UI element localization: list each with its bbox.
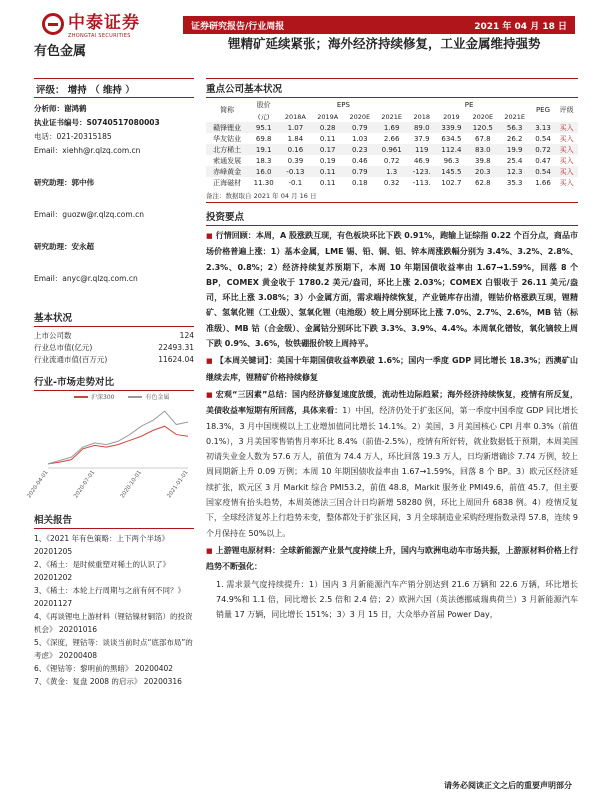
para-market-review: ■ 行情回顾：本周，A 股涨跌互现，有色板块环比下跌 0.91%，跑输上证综指 0.22 个百分点，商品市场价格普遍上涨：1）基本金属，LME 锡、铅、铜、铝、锌本周涨跌幅分别为 3.4%、3.2%、2.8%、2.3%、0.8%；2）经济持续复苏预期下，本周 10 年期国债收益率由 1.67→1.59%，回落 8 个 BP，COMEX 黄金收于 1780.2 美元/盎司，环比上涨 2.03%；COMEX 白银收于 26.11 美元/盎司，环比上涨 3.08%；3）小金属方面，需求端持续恢复，产业链库存出清，锂钴价格涨跌互现，锂精矿、氢氧化锂（工业级）、氢氧化锂（电池级）较上周分别环比上涨 7.0%、2.7%、2.6%，MB 钴（标准级）、MB 钴（合金级）、金属钴分别环比下跌 3.3%、3.9%、4.4%。本周氧化镨钕，氧化镝较上周下跌 0.9%、3.6%，钕铁硼报价较上周持平。	[206, 228, 578, 351]
legend-item-sector: 有色金属	[128, 392, 169, 401]
trend-chart-svg	[26, 403, 194, 500]
related-report-item[interactable]: 3、《稀土：本轮上行周期与之前有何不同？》 20201127	[34, 586, 186, 608]
footer-disclaimer: 请务必阅读正文之后的重要声明部分	[444, 781, 572, 790]
company-name: 赣锋锂业	[206, 122, 248, 133]
table-row	[206, 177, 578, 188]
table-cell: 0.11	[319, 178, 336, 187]
company-name: 华友钴业	[213, 134, 242, 143]
table-cell: 16.0	[248, 166, 279, 177]
table-cell: 0.961	[376, 144, 408, 155]
company-rating: 买入	[555, 122, 578, 133]
related-report-item[interactable]: 7、《黄金：复盘 2008 的启示》 20200316	[34, 677, 182, 686]
table-cell: 11.30	[253, 178, 274, 187]
table-cell: 1.66	[535, 178, 551, 187]
para-macro: ■ 宏观“三因素”总结：国内经济修复速度放缓，流动性边际趋紧；海外经济持续恢复，疫情有所反复，美债收益率短期有所回落，具体来看：1）中国，经济仍处于扩张区间，第一季度中国季度 GDP 同比增长 18.3%，3 月中国规模以上工业增加值同比增长 14.1%。2）美国，3 月美国核心 CPI 月率 0.3%（前值 0.1%），3 月美国零售销售月率环比 8.4%（前值-2.5%），疫情有所好转，就业数据低于预期，本周美国初请失业金人数为 57.6 万人，前值为 74.4 万人，环比回落 19.3 万人，日均新增确诊 7.74 万例，较上周同期新上升 0.09 万例；本周 10 年期国债收益率由 1.67→1.59%，回落 8 个 BP。3）欧元区经济延续扩张，欧元区 3 月 Markit 综合 PMI53.2，前值 48.8，Markit 服务业 PMI49.6，前值 45.7，但主要国家疫情有抬头趋势，本周英德法三国合计日均新增 58280 例，环比上周回升 6838 例。4）疫情反复下，全球经济复苏上行趋势未变，整体都处于扩张区间，3 月全球制造业采购经理指数录得 57.8，连续 9 个月保持在 50%以上。	[206, 387, 578, 541]
subcol-2: 2019A	[317, 112, 339, 121]
table-cell: 19.1	[248, 144, 279, 155]
kv-row: 行业流通市值(百万元) 11624.04	[34, 355, 194, 364]
related-reports	[34, 510, 194, 688]
trend-title: 行业-市场走势对比	[34, 372, 194, 391]
table-cell: 67.8	[475, 134, 491, 143]
header-bar	[183, 16, 575, 34]
para-keywords: ■ 【本周关键词】：美国十年期国债收益率跌破 1.6%；国内一季度 GDP 同比增长 18.3%；西澳矿山继续去库，锂精矿价格持续修复	[206, 353, 578, 385]
table-cell: 89.0	[408, 122, 436, 133]
table-cell: 62.8	[475, 178, 491, 187]
table-cell: -0.1	[288, 178, 303, 187]
trend-section	[26, 372, 194, 508]
x-tick-label: 2020-10-01	[119, 469, 143, 500]
table-cell: 69.8	[255, 134, 272, 143]
table-cell: 96.3	[443, 156, 460, 165]
table-cell: 0.72	[383, 156, 400, 165]
table-cell: 145.5	[436, 166, 467, 177]
col-peg: PEG	[535, 106, 551, 114]
table-cell: 95.1	[248, 122, 279, 133]
table-cell: 102.7	[441, 178, 462, 187]
company-rating: 买入	[559, 156, 574, 165]
table-row	[206, 155, 578, 166]
page-title: 锂精矿延续紧张；海外经济持续修复，工业金属维持强势	[228, 36, 541, 51]
table-cell: 119	[408, 144, 436, 155]
table-cell: 37.9	[413, 134, 430, 143]
table-cell: 3.13	[531, 122, 556, 133]
assistant-role: 研究助理：安永超	[34, 242, 94, 251]
subcol-0: (元)	[257, 113, 270, 121]
table-cell: 0.11	[312, 166, 344, 177]
table-cell: 25.4	[506, 156, 523, 165]
table-cell: 0.79	[344, 122, 376, 133]
related-report-item[interactable]: 1、《2021 年有色策略：上下两个半场》 20201205	[34, 534, 169, 556]
related-report-item[interactable]: 5、《深度，锂钴等：谈谈当前时点“底部布局”的考虑》 20200408	[34, 638, 193, 660]
assistant-role: 研究助理：郭中伟	[34, 178, 94, 187]
table-cell: 0.54	[535, 134, 551, 143]
table-cell: 0.47	[535, 156, 551, 165]
table-cell: 1.07	[279, 122, 311, 133]
assistant-email[interactable]: Email：anyc@r.qlzq.com.cn	[34, 274, 138, 283]
kv-row: 行业总市值(亿元) 22493.31	[34, 343, 194, 352]
subcol-8: 2021E	[504, 112, 525, 121]
company-rating: 买入	[555, 144, 578, 155]
subcol-5: 2018	[413, 112, 431, 121]
table-cell: 339.9	[436, 122, 467, 133]
table-cell: 0.11	[319, 134, 336, 143]
x-tick-label: 2020-04-01	[26, 469, 50, 500]
table-row	[206, 166, 578, 177]
table-row	[206, 133, 578, 144]
rating-box: 评级： 增持 （ 维持 ）	[34, 78, 194, 98]
table-cell: 2.66	[383, 134, 400, 143]
report-type: 证券研究报告/行业周报	[191, 21, 285, 32]
table-cell: 112.4	[436, 144, 467, 155]
analyst-cert: 执业证书编号：S0740517080003	[34, 118, 160, 127]
related-report-item[interactable]: 6、《锂钴等：黎明前的黑暗》 20200402	[34, 664, 174, 673]
series-line-1	[48, 411, 188, 464]
table-cell: 0.23	[344, 144, 376, 155]
right-column	[206, 78, 578, 622]
trend-chart	[26, 403, 194, 508]
para-demand: 1. 需求景气度持续提升：1）国内 3 月新能源汽车产销分别达到 21.6 万辆和 22.6 万辆，环比增长 74.9%和 1.1 倍，同比增长 2.5 倍和 2.4 倍；2）欧洲六国（英法德挪威瑞典荷兰）3 月新能源汽车销量 17 万辆，同比增长 151%；3）3 月 15 日，大众举办首届 Power Day，	[216, 579, 578, 620]
table-cell: 26.2	[506, 134, 523, 143]
table-cell: 83.0	[467, 144, 499, 155]
company-table	[206, 98, 578, 188]
analyst-email[interactable]: Email：xiehh@r.qlzq.com.cn	[34, 146, 141, 155]
col-rating: 评级	[559, 106, 574, 114]
subcol-1: 2018A	[284, 112, 306, 121]
analyst-block	[34, 102, 194, 286]
table-cell: 0.39	[287, 156, 304, 165]
company-name: 北方稀土	[206, 144, 248, 155]
col-name: 简称	[220, 106, 235, 114]
analyst-phone: 电话：021-20315185	[34, 132, 112, 141]
kv-row: 上市公司数 124	[34, 331, 194, 340]
table-cell: 1.69	[376, 122, 408, 133]
legend-item-index: 沪深300	[74, 392, 114, 401]
report-date: 2021 年 04 月 18 日	[474, 21, 567, 32]
basic-status	[34, 308, 194, 366]
table-cell: -123.	[408, 166, 436, 177]
table-note: 备注：数据取自 2021 年 04 月 16 日	[206, 191, 578, 203]
table-cell: -0.13	[279, 166, 311, 177]
basic-status-title: 基本状况	[34, 308, 194, 327]
table-cell: 0.28	[312, 122, 344, 133]
company-name: 索通发展	[213, 156, 242, 165]
subcol-3: 2020E	[349, 112, 371, 121]
analyst-role: 分析师：谢鸿鹤	[34, 104, 87, 113]
left-column	[26, 78, 194, 688]
table-cell: 0.16	[279, 144, 311, 155]
table-cell: 20.3	[467, 166, 499, 177]
table-cell: 12.3	[499, 166, 531, 177]
related-report-item[interactable]: 4、《再谈锂电上游材料（锂钴镍材铜箔）的投资机会》 20201016	[34, 612, 193, 634]
table-cell: 1.84	[287, 134, 304, 143]
logo-emblem-icon	[42, 13, 64, 35]
company-rating: 买入	[559, 178, 574, 187]
col-pe: PE	[464, 100, 474, 109]
invest-title: 投资要点	[206, 209, 578, 226]
table-cell: 56.3	[499, 122, 531, 133]
logo-en: ZHONGTAI SECURITIES	[68, 33, 131, 39]
subcol-7: 2020E	[472, 112, 494, 121]
logo-cn: 中泰证券	[68, 13, 140, 33]
company-name: 正海磁材	[213, 178, 242, 187]
company-rating: 买入	[555, 166, 578, 177]
table-cell: 0.32	[383, 178, 400, 187]
col-price: 股价	[256, 100, 271, 109]
x-tick-label: 2020-07-01	[73, 469, 97, 500]
assistant-email[interactable]: Email：guozw@r.qlzq.com.cn	[34, 210, 144, 219]
chart-legend	[34, 391, 194, 401]
table-cell: 18.3	[255, 156, 272, 165]
company-rating: 买入	[559, 134, 574, 143]
table-row	[206, 122, 578, 133]
para-upstream: ■ 上游锂电原材料：全球新能源产业景气度持续上升，国内与欧洲电动车市场共振，上游原材料价格上行趋势不断强化：	[206, 543, 578, 575]
x-tick-label: 2021-01-01	[166, 469, 190, 500]
col-eps: EPS	[336, 100, 350, 109]
table-cell: 46.9	[413, 156, 430, 165]
table-cell: 1.3	[376, 166, 408, 177]
company-name: 赤峰黄金	[206, 166, 248, 177]
table-cell: 35.3	[506, 178, 523, 187]
table-cell: 39.8	[475, 156, 491, 165]
company-logo	[42, 8, 140, 39]
table-cell: 0.46	[352, 156, 368, 165]
sector-name: 有色金属	[34, 44, 87, 59]
table-cell: 1.03	[352, 134, 368, 143]
table-cell: 634.5	[441, 134, 462, 143]
table-cell: 0.18	[352, 178, 368, 187]
table-cell: 0.79	[344, 166, 376, 177]
table-row	[206, 144, 578, 155]
table-cell: 19.9	[499, 144, 531, 155]
table-cell: 0.54	[531, 166, 556, 177]
subcol-6: 2019	[443, 112, 460, 121]
related-title: 相关报告	[34, 510, 194, 529]
table-cell: 0.17	[312, 144, 344, 155]
company-table-title: 重点公司基本状况	[206, 78, 578, 98]
table-cell: 0.19	[319, 156, 336, 165]
table-cell: 120.5	[467, 122, 499, 133]
table-cell: -113.	[412, 178, 431, 187]
table-cell: 0.72	[531, 144, 556, 155]
subcol-4: 2021E	[381, 112, 402, 121]
related-report-item[interactable]: 2、《稀土：是时候重塑对稀土的认识了》 20201202	[34, 560, 171, 582]
